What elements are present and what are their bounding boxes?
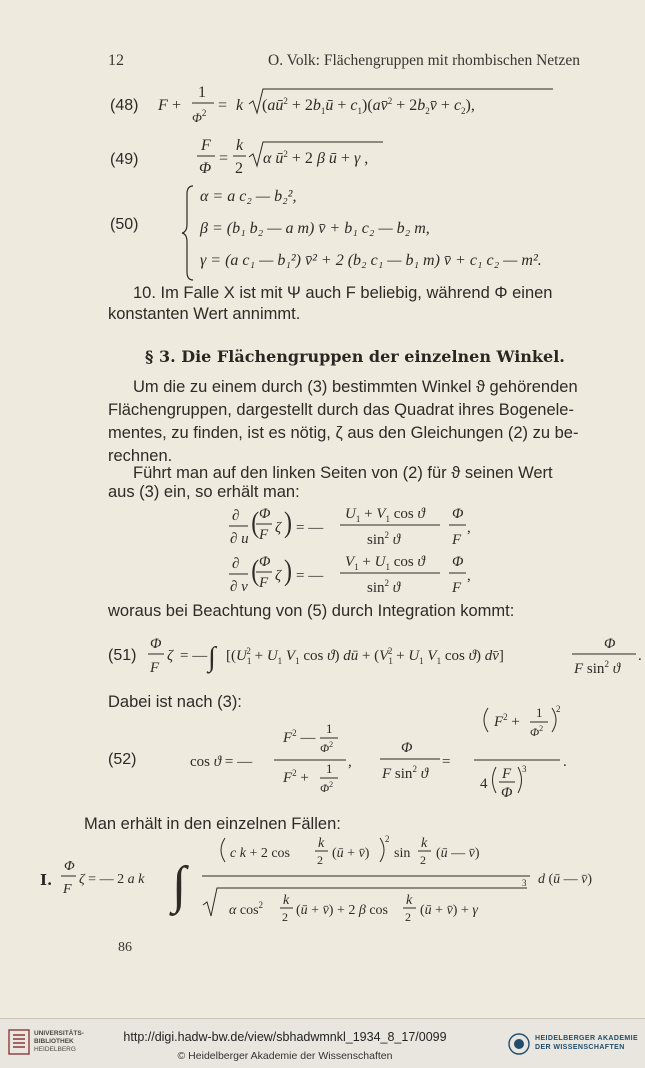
equation-label: (52) — [108, 751, 137, 768]
svg-text:F sin2 ϑ: F $\sin^2 ϑ$ — [574, 659, 621, 677]
svg-text:F: F — [452, 580, 462, 596]
svg-text:Φ2: $\Phi^2$ — [192, 108, 207, 125]
svg-text:ζ: ζ — [167, 648, 174, 664]
svg-text:2: 2 — [420, 853, 426, 867]
svg-text:c k + 2 cos: c k + 2 cos — [230, 846, 290, 861]
svg-text:k: k — [318, 836, 325, 851]
source-url-link[interactable]: http://digi.hadw-bw.de/view/sbhadwmnkl_1934_8_17/0099 — [123, 1030, 447, 1044]
svg-text:[(U12 + U1 V1 cos ϑ) dū + (V12: [($U_12 + U_1$ $V_1$ cos ϑ) dū + ($V_12 + U_1$ $V_1$ cos ϑ) dv̄] — [226, 646, 504, 666]
svg-text:k: k — [283, 893, 290, 908]
svg-text:ζ: ζ — [275, 520, 282, 536]
svg-text:4: 4 — [480, 776, 488, 792]
paragraph-line: 10. Im Falle X ist mit Ψ auch F beliebig, während Φ einen — [133, 284, 553, 302]
svg-text:F: F — [63, 882, 72, 897]
page-number: 12 — [108, 52, 124, 69]
svg-text:(aū2 + 2b1ū + c1)(av̄2 + 2b2v̄: ($aū^2$ + $2b_1ū$ + $c_1)(av̄^2$ + $2b_2v̄ + c_2$), — [262, 96, 475, 116]
svg-text:2: 2 — [317, 853, 323, 867]
paragraph-line: woraus bei Beachtung von (5) durch Integration kommt: — [108, 602, 515, 620]
svg-text:= —: = — — [296, 520, 324, 536]
paragraph-line: mentes, zu finden, ist es nötig, ζ aus den Gleichungen (2) zu be- — [108, 424, 579, 442]
logo-line: DER WISSENSCHAFTEN — [535, 1044, 625, 1051]
svg-text:): ) — [284, 505, 292, 539]
svg-text:V1 + U1 cos ϑ: $V_1 + U_1$ cos ϑ — [345, 554, 425, 572]
svg-text:.: . — [563, 754, 567, 770]
svg-text:∂: ∂ — [232, 508, 240, 524]
svg-text:ζ = — 2 a k: ζ = — 2 a k — [79, 872, 145, 887]
bottom-page-number: 86 — [118, 940, 132, 955]
svg-text:1: 1 — [198, 84, 206, 101]
svg-text:ζ: ζ — [275, 568, 282, 584]
svg-text:=: = — [219, 150, 229, 167]
svg-text:Φ: Φ — [501, 785, 513, 801]
svg-text:=: = — [218, 97, 228, 114]
paragraph-line: aus (3) ein, so erhält man: — [108, 483, 300, 501]
svg-text:U1 + V1 cos ϑ: $U_1 + V_1$ cos ϑ — [345, 506, 425, 524]
paragraph-line: Flächengruppen, dargestellt durch das Quadrat ihres Bogenele- — [108, 401, 574, 419]
svg-text:,: , — [348, 754, 352, 770]
svg-text:Φ: Φ — [401, 740, 413, 756]
svg-text:Φ: Φ — [452, 554, 464, 570]
logo-line: UNIVERSITÄTS- — [34, 1030, 84, 1037]
svg-text:k: k — [406, 893, 413, 908]
svg-text:k: k — [236, 97, 244, 114]
equation-line: γ = (a c₁ — b₁²) v̄² + 2 (b₂ c₁ — b₁ m) v̄ + c₁ c₂ — m². — [200, 252, 542, 269]
copyright-notice: © Heidelberger Akademie der Wissenschaften — [177, 1050, 393, 1062]
logo-line: HEIDELBERG — [34, 1046, 76, 1053]
svg-text:k: k — [236, 137, 244, 154]
equation-line: α = a c₂ — b₂², — [200, 188, 297, 205]
svg-text:Φ: Φ — [452, 506, 464, 522]
paragraph-line: Man erhält in den einzelnen Fällen: — [84, 815, 341, 833]
svg-text:F: F — [150, 660, 160, 676]
equation-label: I. — [40, 871, 53, 889]
svg-text:2: 2 — [556, 704, 561, 714]
svg-text:d (ū — v̄): d (ū — v̄) — [538, 872, 593, 887]
section-title: § 3. Die Flächengruppen der einzelnen Winkel. — [145, 347, 565, 366]
svg-text:F: F — [502, 766, 512, 782]
svg-text:Φ2: $\Phi^2$ — [320, 780, 334, 795]
logo-line: HEIDELBERGER AKADEMIE — [535, 1035, 639, 1042]
svg-text:1: 1 — [326, 721, 333, 736]
svg-text:(ū — v̄): (ū — v̄) — [436, 846, 480, 861]
svg-text:1: 1 — [536, 705, 543, 720]
svg-text:sin2 ϑ: $\sin^2 ϑ$ — [367, 530, 401, 548]
paragraph-line: Führt man auf den linken Seiten von (2) für ϑ seinen Wert — [133, 464, 553, 482]
svg-text:F: F — [158, 97, 168, 114]
running-title: O. Volk: Flächengruppen mit rhombischen Netzen — [268, 52, 580, 69]
svg-text:F2 +: $F^2$ + — [494, 712, 520, 730]
svg-text:= —: = — — [180, 648, 208, 664]
footer-bar — [0, 1018, 645, 1068]
svg-text:2: 2 — [282, 910, 288, 924]
svg-text:∂: ∂ — [232, 556, 240, 572]
svg-text:Φ: Φ — [259, 506, 271, 522]
svg-text:): ) — [284, 553, 292, 587]
svg-text:α ū2 + 2 β ū + γ ,: α $ū^2 + 2$ β ū + γ , — [263, 149, 369, 167]
svg-text:Φ: Φ — [199, 160, 212, 177]
svg-text:1: 1 — [326, 761, 333, 776]
paragraph-line: konstanten Wert annimmt. — [108, 305, 301, 323]
svg-text:.: . — [638, 648, 642, 664]
svg-text:Φ2: $\Phi^2$ — [320, 740, 334, 755]
university-library-label — [34, 1030, 84, 1054]
academy-seal-icon — [508, 1033, 530, 1055]
svg-text:Φ: Φ — [150, 636, 162, 652]
logo-line: BIBLIOTHEK — [34, 1038, 74, 1045]
svg-text:2: 2 — [385, 834, 390, 844]
svg-text:F: F — [452, 532, 462, 548]
svg-text:sin: sin — [394, 846, 411, 861]
svg-text:F2 +: $F^2$ + — [283, 768, 309, 786]
svg-text:sin2 ϑ: $\sin^2 ϑ$ — [367, 578, 401, 596]
svg-text:(ū + v̄) + 2 β cos: (ū + v̄) + 2 β cos — [296, 903, 389, 918]
svg-text:+: + — [172, 97, 182, 114]
equation-label: (51) — [108, 647, 137, 664]
svg-text:α cos2: α $\cos^2$ — [229, 900, 264, 918]
academy-label — [535, 1034, 638, 1052]
svg-text:∫: ∫ — [172, 857, 187, 914]
svg-text:∫: ∫ — [208, 642, 216, 673]
svg-text:F sin2 ϑ: F $\sin^2 ϑ$ — [382, 764, 429, 782]
equation-label: (50) — [110, 216, 139, 233]
svg-text:Φ: Φ — [259, 554, 271, 570]
equation-line: β = (b₁ b₂ — a m) v̄ + b₁ c₂ — b₂ m, — [200, 220, 430, 237]
svg-text:Φ2: $\Phi^2$ — [530, 724, 544, 739]
paragraph-line: rechnen. — [108, 447, 173, 465]
svg-text:(ū + v̄): (ū + v̄) — [332, 846, 370, 861]
equation-label: (49) — [110, 151, 139, 168]
svg-text:F2 —: $F^2$ — — [283, 728, 316, 746]
svg-text:Φ: Φ — [64, 859, 75, 874]
svg-text:(: ( — [251, 553, 260, 587]
svg-text:F: F — [259, 575, 269, 591]
paragraph-line: Um die zu einem durch (3) bestimmten Winkel ϑ gehörenden — [133, 378, 578, 396]
svg-text:= —: = — — [296, 568, 324, 584]
svg-text:Φ: Φ — [604, 636, 616, 652]
svg-text:=: = — [442, 754, 451, 770]
svg-text:F: F — [201, 137, 211, 154]
svg-text:3: 3 — [522, 878, 527, 888]
svg-text:F: F — [259, 527, 269, 543]
svg-text:cos ϑ = —: cos ϑ = — — [190, 754, 253, 770]
svg-text:(: ( — [251, 505, 260, 539]
svg-text:(ū + v̄) + γ: (ū + v̄) + γ — [420, 903, 478, 918]
university-library-logo-icon — [8, 1029, 30, 1055]
svg-text:2: 2 — [235, 160, 243, 177]
svg-text:∂ v: ∂ v — [230, 579, 248, 595]
svg-text:,: , — [467, 568, 471, 584]
svg-text:3: 3 — [522, 764, 527, 774]
svg-text:k: k — [421, 836, 428, 851]
svg-text:2: 2 — [405, 910, 411, 924]
equation-label: (48) — [110, 97, 139, 114]
paragraph-line: Dabei ist nach (3): — [108, 693, 242, 711]
svg-text:,: , — [467, 520, 471, 536]
svg-text:∂ u: ∂ u — [230, 531, 249, 547]
